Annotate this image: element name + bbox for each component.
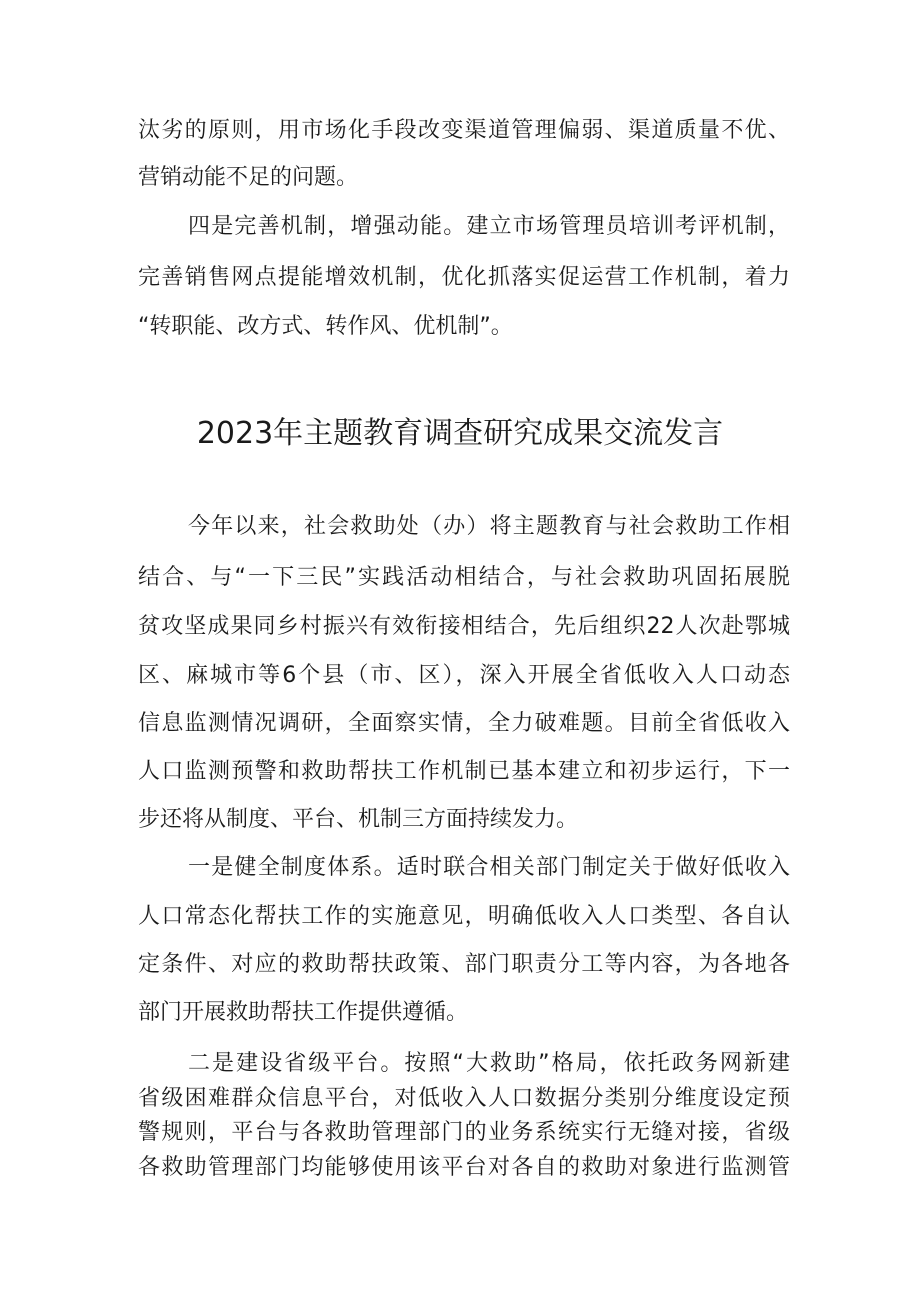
paragraph-line: 人口常态化帮扶工作的实施意见，明确低收入人口类型、各自认 bbox=[138, 904, 790, 929]
paragraph-line: 信息监测情况调研，全面察实情，全力破难题。目前全省低收入 bbox=[138, 711, 790, 736]
paragraph-line: 结合、与“一下三民”实践活动相结合，与社会救助巩固拓展脱 bbox=[138, 565, 790, 590]
paragraph-line: 营销动能不足的问题。 bbox=[138, 165, 359, 190]
paragraph-line: 四是完善机制，增强动能。建立市场管理员培训考评机制， bbox=[188, 214, 790, 239]
paragraph-line: 定条件、对应的救助帮扶政策、部门职责分工等内容，为各地各 bbox=[138, 952, 790, 977]
article-title: 2023年主题教育调查研究成果交流发言 bbox=[196, 416, 724, 451]
paragraph-line: 各救助管理部门均能够使用该平台对各自的救助对象进行监测管 bbox=[138, 1155, 790, 1180]
paragraph-line: 汰劣的原则，用市场化手段改变渠道管理偏弱、渠道质量不优、 bbox=[138, 118, 790, 143]
paragraph-line: 部门开展救助帮扶工作提供遵循。 bbox=[138, 1000, 469, 1025]
paragraph-line: 步还将从制度、平台、机制三方面持续发力。 bbox=[138, 807, 579, 832]
paragraph-line: 区、麻城市等6个县（市、区），深入开展全省低收入人口动态 bbox=[138, 663, 790, 688]
paragraph-line: 警规则，平台与各救助管理部门的业务系统实行无缝对接，省级 bbox=[138, 1120, 790, 1145]
paragraph-line: 省级困难群众信息平台，对低收入人口数据分类别分维度设定预 bbox=[138, 1086, 790, 1111]
paragraph-line: 贫攻坚成果同乡村振兴有效衔接相结合，先后组织22人次赴鄂城 bbox=[138, 614, 790, 639]
paragraph-line: 完善销售网点提能增效机制，优化抓落实促运营工作机制，着力 bbox=[138, 265, 790, 290]
paragraph-line: 今年以来，社会救助处（办）将主题教育与社会救助工作相 bbox=[188, 514, 790, 539]
paragraph-line: 人口监测预警和救助帮扶工作机制已基本建立和初步运行，下一 bbox=[138, 759, 790, 784]
paragraph-line: 二是建设省级平台。按照“大救助”格局，依托政务网新建 bbox=[188, 1051, 790, 1076]
paragraph-line: “转职能、改方式、转作风、优机制”。 bbox=[138, 314, 513, 339]
paragraph-line: 一是健全制度体系。适时联合相关部门制定关于做好低收入 bbox=[188, 855, 790, 880]
